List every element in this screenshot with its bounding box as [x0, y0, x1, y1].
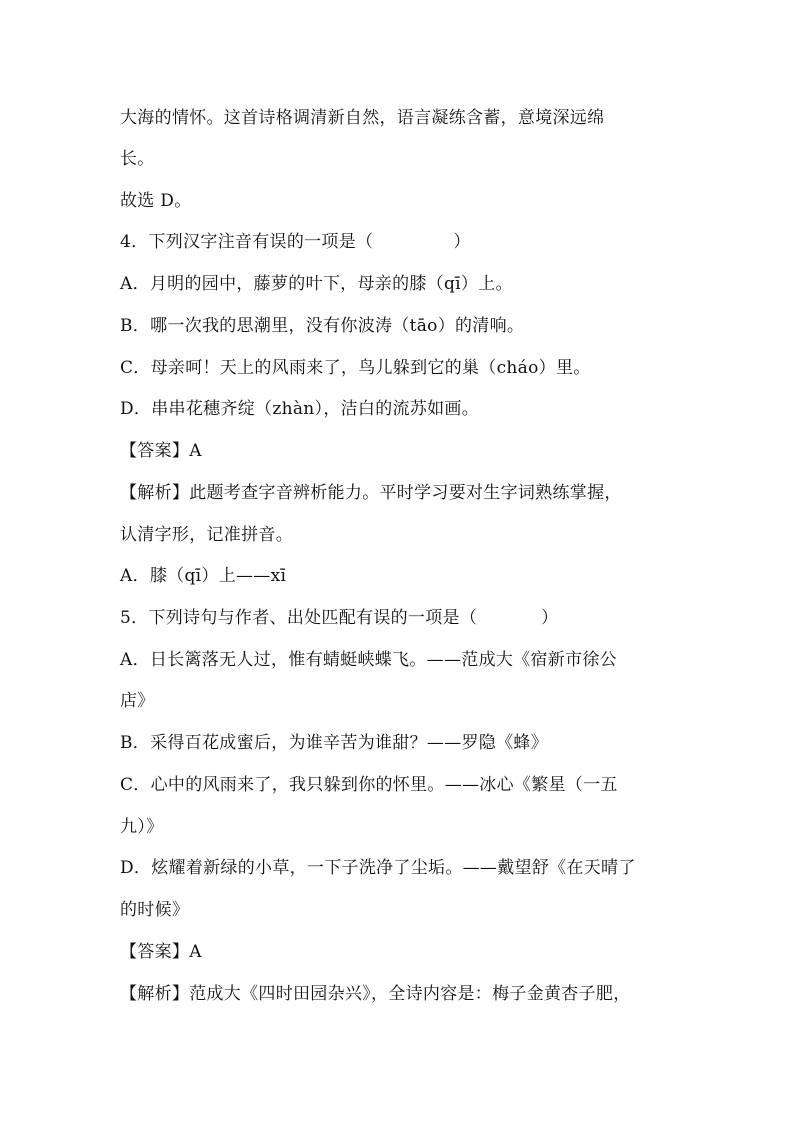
question-4-option-b: B．哪一次我的思潮里，没有你波涛（tāo）的清响。 [120, 316, 525, 336]
question-stem-text: 5．下列诗句与作者、出处匹配有误的一项是（ [120, 608, 478, 628]
question-4-option-c: C．母亲呵！天上的风雨来了，鸟儿躲到它的巢（cháo）里。 [120, 358, 591, 378]
question-stem-text: 4．下列汉字注音有误的一项是（ [120, 232, 374, 252]
paragraph-line: 大海的情怀。这首诗格调清新自然，语言凝练含蓄，意境深远绵 [120, 108, 605, 128]
question-4-analysis: A．膝（qī）上——xī [120, 566, 287, 586]
question-stem-close: ） [541, 608, 559, 628]
question-4-answer: 【答案】A [120, 441, 202, 461]
paragraph-line: 长。 [120, 149, 155, 169]
question-5-option-c: 九）》 [120, 817, 164, 837]
question-5-stem [120, 607, 558, 629]
question-5-answer: 【答案】A [120, 942, 202, 962]
question-5-option-b: B．采得百花成蜜后，为谁辛苦为谁甜？——罗隐《蜂》 [120, 733, 548, 753]
question-4-option-a: A．月明的园中，藤萝的叶下，母亲的膝（qī）上。 [120, 274, 513, 294]
question-4-option-d: D．串串花穗齐绽（zhàn），洁白的流苏如画。 [120, 399, 480, 419]
question-5-option-d: D．炫耀着新绿的小草，一下子洗净了尘垢。——戴望舒《在天晴了 [120, 858, 636, 878]
question-5-option-d: 的时候》 [120, 900, 190, 920]
question-5-option-a: A．日长篱落无人过，惟有蜻蜓峡蝶飞。——范成大《宿新市徐公 [120, 650, 617, 670]
question-5-analysis: 【解析】范成大《四时田园杂兴》，全诗内容是：梅子金黄杏子肥， [120, 984, 631, 1004]
question-4-analysis: 认清字形，记准拼音。 [120, 525, 293, 545]
question-stem-close: ） [453, 232, 471, 252]
conclusion-line: 故选 D。 [120, 191, 192, 211]
question-5-option-a: 店》 [120, 691, 155, 711]
question-5-option-c: C．心中的风雨来了，我只躲到你的怀里。——冰心《繁星（一五 [120, 775, 618, 795]
question-4-analysis: 【解析】此题考查字音辨析能力。平时学习要对生字词熟练掌握， [120, 483, 622, 503]
question-4-stem [120, 231, 471, 253]
